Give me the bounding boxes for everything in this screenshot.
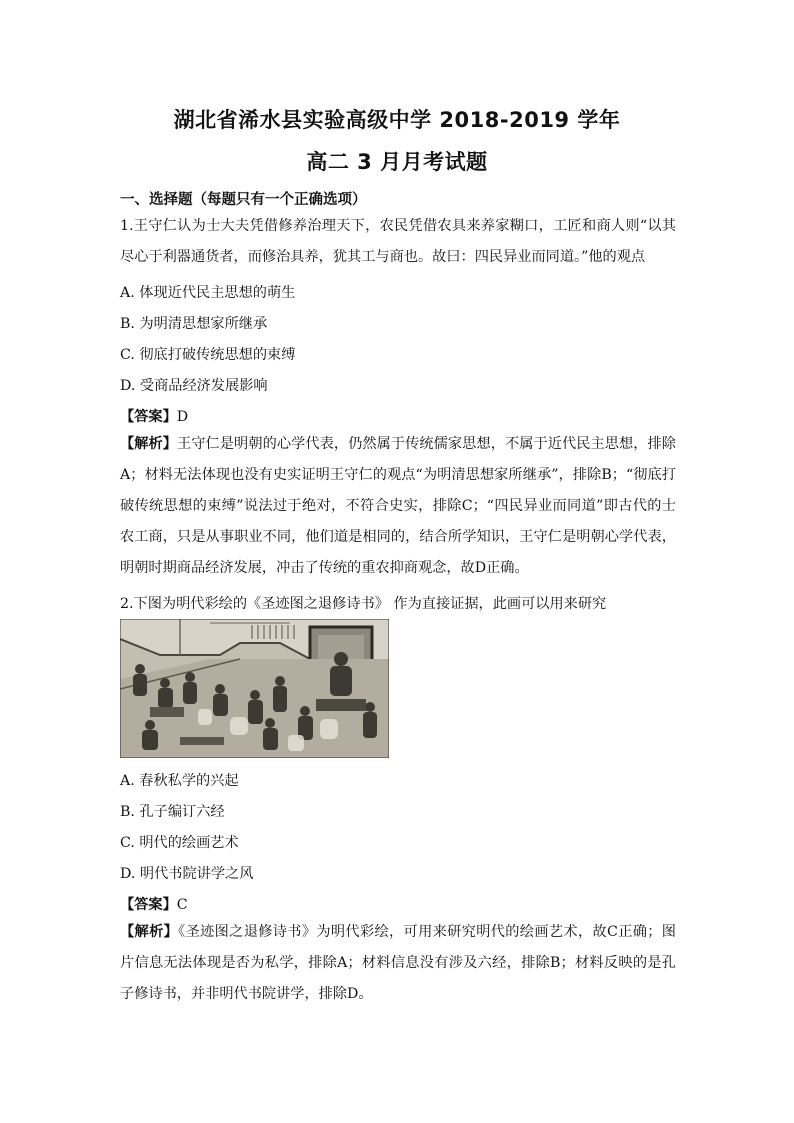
question-2-option-b: B. 孔子编订六经 — [120, 804, 225, 820]
analysis-text: 《圣迹图之退修诗书》为明代彩绘，可用来研究明代的绘画艺术，故C正确；图片信息无法体现是否为私学，排除A；材料信息没有涉及六经，排除B；材料反映的是孔子修诗书，并非明代书院讲学，排除D。 — [120, 924, 676, 1002]
question-2-option-a: A. 春秋私学的兴起 — [120, 773, 239, 789]
exam-title-line2: 高二 3 月月考试题 — [306, 150, 488, 174]
question-1-option-d: D. 受商品经济发展影响 — [120, 378, 268, 394]
question-1-answer — [120, 406, 188, 426]
question-1-option-b: B. 为明清思想家所继承 — [120, 316, 268, 332]
painting-illustration — [120, 619, 389, 758]
question-1-option-c: C. 彻底打破传统思想的束缚 — [120, 347, 296, 363]
question-2-option-d: D. 明代书院讲学之风 — [120, 866, 254, 882]
section-heading: 一、选择题（每题只有一个正确选项） — [120, 192, 367, 208]
question-2-analysis — [120, 917, 676, 1010]
question-2-answer — [120, 894, 188, 914]
answer-value: D — [176, 409, 189, 425]
question-1-option-a: A. 体现近代民主思想的萌生 — [120, 285, 296, 301]
question-2-option-c: C. 明代的绘画艺术 — [120, 835, 239, 851]
question-2-stem: 2.下图为明代彩绘的《圣迹图之退修诗书》 作为直接证据，此画可以用来研究 — [120, 596, 607, 612]
analysis-text: 王守仁是明朝的心学代表，仍然属于传统儒家思想，不属于近代民主思想，排除A；材料无法体现也没有史实证明王守仁的观点“为明清思想家所继承”，排除B；“彻底打破传统思想的束缚”说法过于绝对，不符合史实，排除C；“四民异业而同道”即古代的士农工商，只是从事职业不同，他们道是相同的，结合所学知识，王守仁是明朝心学代表，明朝时期商品经济发展，冲击了传统的重农抑商观念，故D正确。 — [120, 436, 676, 576]
ming-painting-image — [120, 619, 389, 758]
answer-label: 【答案】 — [120, 897, 177, 913]
answer-label: 【答案】 — [120, 409, 177, 425]
analysis-label: 【解析】 — [120, 436, 178, 452]
analysis-label: 【解析】 — [120, 924, 179, 940]
question-1-stem: 1.王守仁认为士大夫凭借修养治理天下，农民凭借农具来养家糊口，工匠和商人则“以其尽心于利器通货者，而修治具养，犹其工与商也。故曰：四民异业而同道。”他的观点 — [120, 218, 676, 265]
exam-title-line1: 湖北省浠水县实验高级中学 2018-2019 学年 — [173, 108, 621, 132]
answer-value: C — [176, 897, 188, 913]
question-1-analysis — [120, 429, 676, 584]
